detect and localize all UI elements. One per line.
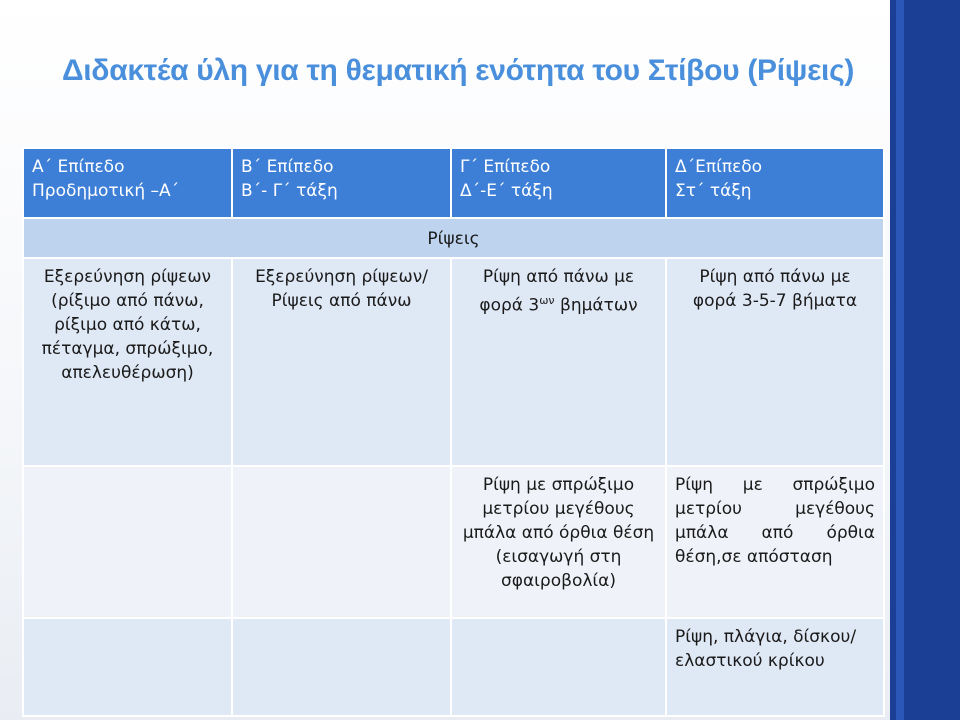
cell-r3-level-a (23, 618, 232, 716)
header-level-a (23, 148, 232, 218)
header-level-d-title: Δ΄Επίπεδο (675, 157, 763, 177)
header-level-a-title: Α΄ Επίπεδο (32, 157, 125, 177)
cell-r1-level-a: Εξερεύνηση ρίψεων (ρίξιμο από πάνω, ρίξιμο από κάτω, πέταγμα, σπρώξιμο, απελευθέρωση) (23, 258, 232, 466)
cell-r1-level-b: Εξερεύνηση ρίψεων/Ρίψεις από πάνω (232, 258, 451, 466)
header-level-c (451, 148, 666, 218)
cell-r1-level-c-suffix: βημάτων (554, 295, 638, 316)
cell-r2-level-a (23, 466, 232, 618)
cell-r1-level-c-superscript: ων (539, 294, 555, 307)
cell-r1-level-d: Ρίψη από πάνω με φορά 3-5-7 βήματα (666, 258, 884, 466)
header-level-d-grade: Στ΄ τάξη (675, 181, 752, 201)
header-level-a-grade: Προδημοτική –Α΄ (32, 181, 180, 201)
table-row (23, 466, 884, 618)
right-decor-stripe (896, 0, 904, 720)
page-title: Διδακτέα ύλη για τη θεματική ενότητα του Στίβου (Ρίψεις) (62, 54, 855, 87)
header-level-c-grade: Δ΄-Ε΄ τάξη (460, 181, 553, 201)
cell-r2-level-c: Ρίψη με σπρώξιμο μετρίου μεγέθους μπάλα από όρθια θέση (εισαγωγή στη σφαιροβολία) (451, 466, 666, 618)
right-decor-bar (890, 0, 960, 720)
table-row (23, 258, 884, 466)
cell-r2-level-b (232, 466, 451, 618)
header-level-c-title: Γ΄ Επίπεδο (460, 157, 551, 177)
header-row (23, 148, 884, 218)
cell-r1-level-c (451, 258, 666, 466)
section-row (23, 218, 884, 258)
header-level-b-title: Β΄ Επίπεδο (241, 157, 334, 177)
cell-r3-level-d: Ρίψη, πλάγια, δίσκου/ελαστικού κρίκου (666, 618, 884, 716)
cell-r1-level-c-text: Ρίψη από πάνω με φορά 3 (479, 267, 635, 316)
cell-r3-level-b (232, 618, 451, 716)
table-row (23, 618, 884, 716)
cell-r2-level-d: Ρίψη με σπρώξιμο μετρίου μεγέθους μπάλα από όρθια θέση,σε απόσταση (666, 466, 884, 618)
syllabus-table (22, 147, 885, 717)
header-level-b (232, 148, 451, 218)
header-level-b-grade: Β΄- Γ΄ τάξη (241, 181, 338, 201)
cell-r3-level-c (451, 618, 666, 716)
section-label: Ρίψεις (23, 218, 884, 258)
header-level-d (666, 148, 884, 218)
